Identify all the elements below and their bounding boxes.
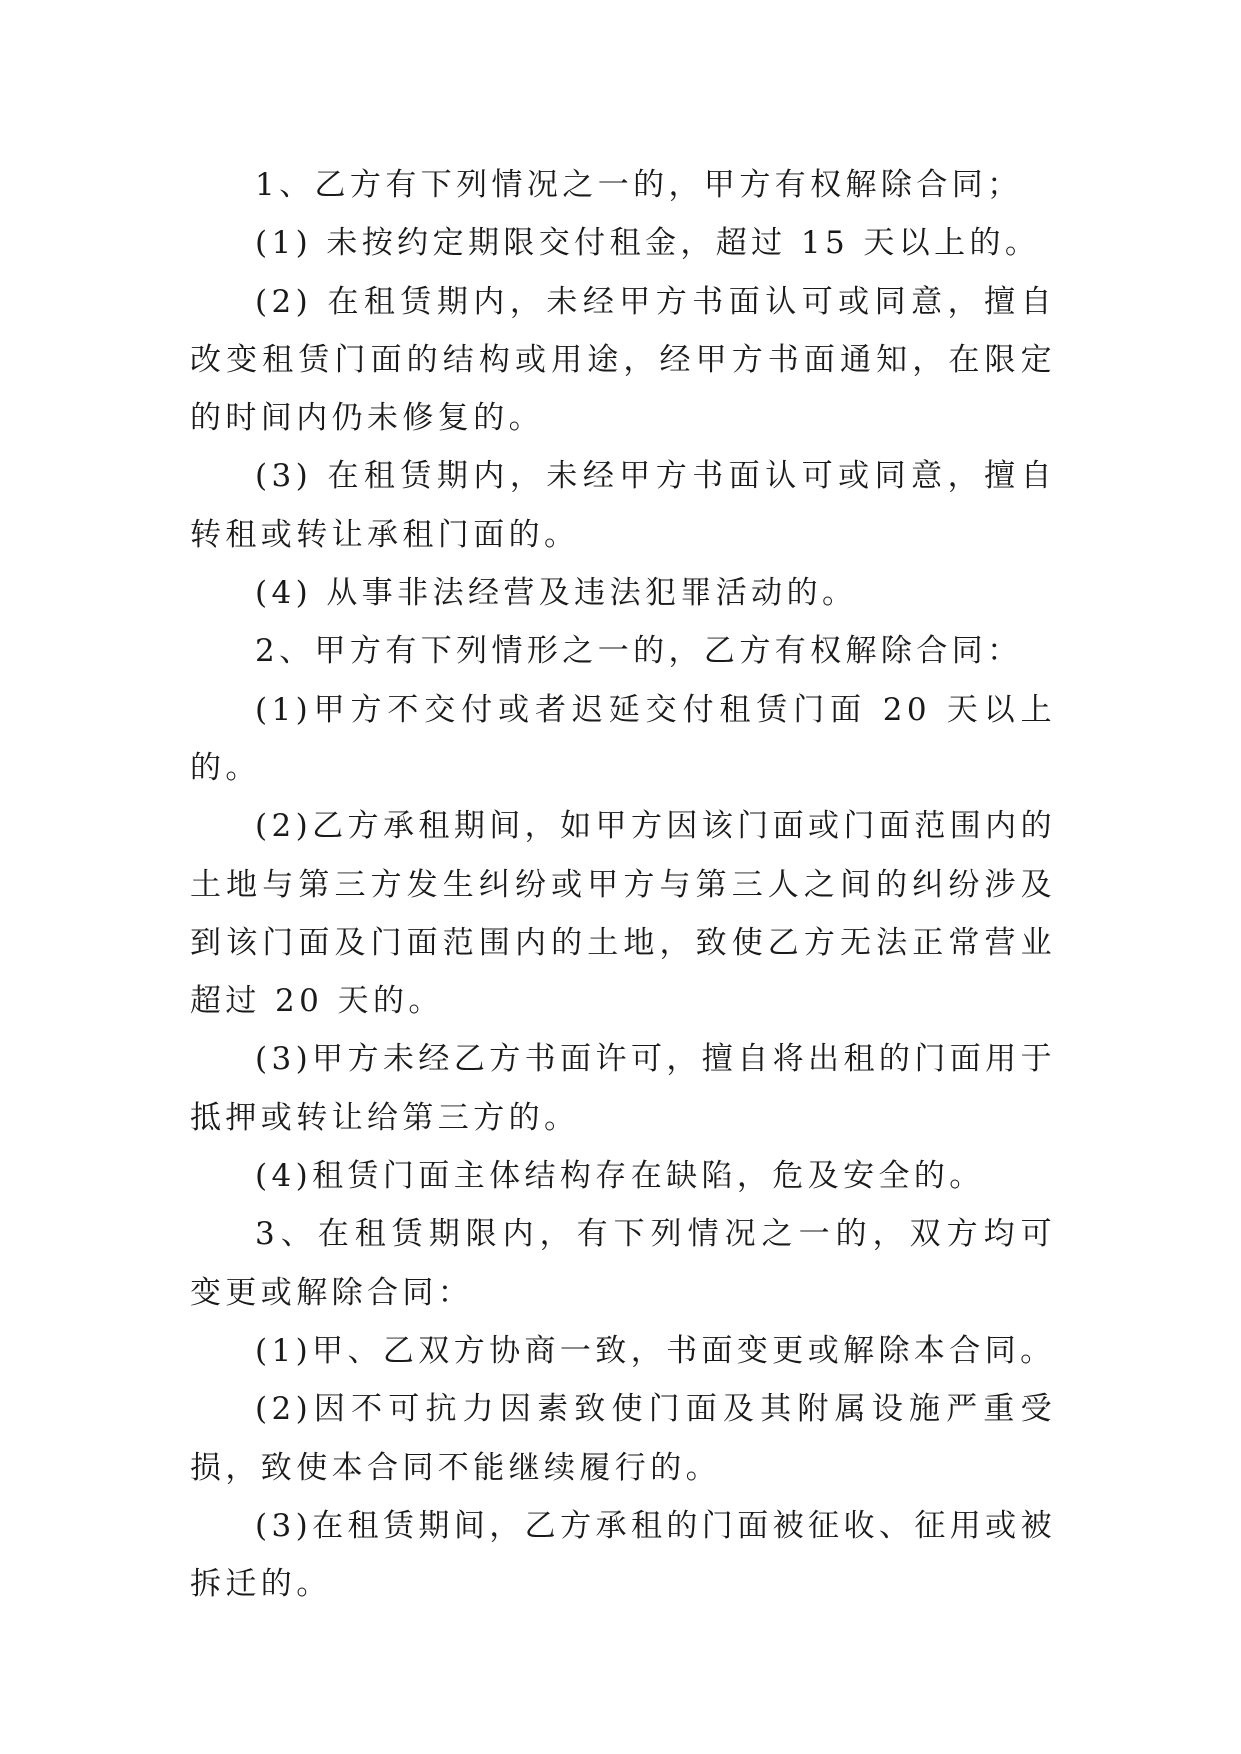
clause-2-heading: 2、甲方有下列情形之一的，乙方有权解除合同： xyxy=(255,633,1023,670)
clause-3-item-1: (1)甲、乙双方协商一致，书面变更或解除本合同。 xyxy=(255,1332,1056,1369)
clause-3-heading: 3、在租赁期限内，有下列情况之一的，双方均可变更或解除合同： xyxy=(190,1216,1056,1311)
clause-2-item-4: (4)租赁门面主体结构存在缺陷，危及安全的。 xyxy=(255,1158,985,1195)
clause-1-item-3: (3) 在租赁期内，未经甲方书面认可或同意，擅自转租或转让承租门面的。 xyxy=(190,458,1056,553)
clause-3-item-3: (3)在租赁期间，乙方承租的门面被征收、征用或被拆迁的。 xyxy=(190,1507,1056,1603)
clause-2-item-2: (2)乙方承租期间，如甲方因该门面或门面范围内的土地与第三方发生纠纷或甲方与第三人之间的纠纷涉及到该门面及门面范围内的土地，致使乙方无法正常营业超过 20 天的。 xyxy=(190,808,1056,1020)
clause-1-item-2: (2) 在租赁期内，未经甲方书面认可或同意，擅自改变租赁门面的结构或用途，经甲方书面通知，在限定的时间内仍未修复的。 xyxy=(190,283,1056,437)
clause-1-heading: 1、乙方有下列情况之一的，甲方有权解除合同； xyxy=(255,167,1023,203)
clause-2-item-1: (1)甲方不交付或者迟延交付租赁门面 20 天以上的。 xyxy=(190,691,1056,786)
clause-1-item-4: (4) 从事非法经营及违法犯罪活动的。 xyxy=(255,575,858,612)
document-body xyxy=(190,156,1056,1613)
clause-2-item-3: (3)甲方未经乙方书面许可，擅自将出租的门面用于抵押或转让给第三方的。 xyxy=(190,1041,1056,1136)
clause-3-item-2: (2)因不可抗力因素致使门面及其附属设施严重受损，致使本合同不能继续履行的。 xyxy=(190,1391,1056,1486)
clause-1-item-1: (1) 未按约定期限交付租金，超过 15 天以上的。 xyxy=(255,225,1041,262)
